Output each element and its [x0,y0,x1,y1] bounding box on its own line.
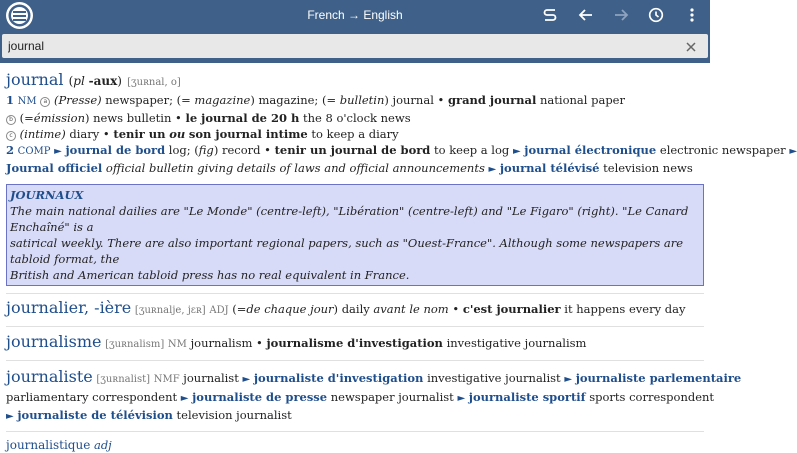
arrow-marker-icon: ► [180,393,189,404]
grammar-label: ADJ [209,305,229,316]
arrow-marker-icon: ► [512,146,521,157]
subsense-marker: b [6,115,16,125]
compound-link[interactable]: journal électronique [524,143,657,157]
entry-journalistique[interactable] [6,432,704,453]
history-clock-icon[interactable] [645,4,667,26]
arrow-marker-icon: ► [457,393,466,404]
entry-journal [6,63,797,294]
phonetic: [ʒuʀnalist] [96,374,151,385]
compound-link[interactable]: journaliste de presse [192,390,328,404]
grammar-label: adj [93,438,112,452]
grammar-label: NMF [153,374,180,385]
back-arrow-icon[interactable] [575,4,597,26]
compound-link[interactable]: journaliste sportif [468,390,586,404]
headword: journalisme [6,332,102,351]
grammar-label: NM [17,96,37,107]
compound-link[interactable]: journal télévisé [499,161,600,175]
dictionary-results [0,63,797,453]
phonetic: [ʒuʀnal, o] [127,77,181,88]
arrow-marker-icon: ► [564,374,573,385]
headword: journalier, -ière [6,298,132,317]
headword: journalistique [6,438,91,452]
clear-icon[interactable] [684,39,698,53]
compound-link[interactable]: journaliste de télévision [17,408,173,422]
sense-1c: c (intime) diary • tenir un ou son journal intime to keep a diary [6,126,704,142]
language-direction-title: French → English [307,8,403,22]
search-bar [0,31,710,63]
compound-link[interactable]: journal de bord [65,143,166,157]
sense-number: 1 [6,93,15,107]
more-vertical-icon[interactable] [681,4,703,26]
entry-journaliste: journaliste [ʒuʀnalist] NMF journalist ► journaliste d'investigation investigative journalist ► journaliste parlementaire parliamentary correspondent ► journaliste de presse newspaper journalist ► journaliste sportif sports correspondent ► journaliste de télévision television journalist [6,361,704,432]
note-line: The main national dailies are "Le Monde" (centre-left), "Libération" (centre-left) and "Le Figaro" (right). "Le Canard Enchaîné" is a [10,204,689,234]
sense-number: 2 [6,143,15,157]
note-line: satirical weekly. There are also important regional papers, such as "Ouest-France". Although some newspapers are tabloid format, the [10,236,684,266]
arrow-marker-icon: ► [6,411,14,422]
sense-1a: 1 NM a (Presse) newspaper; (= magazine) magazine; (= bulletin) journal • grand journal national paper [6,93,625,107]
note-line: British and American tabloid press has no real equivalent in France. [10,268,410,282]
entry-journalisme: journalisme [ʒuʀnalism] NM journalism • journalisme d'investigation investigative journalism [6,327,704,361]
subsense-marker: c [6,131,16,141]
grammar-label: COMP [17,146,51,157]
arrow-marker-icon: ► [54,146,62,157]
app-logo-icon[interactable] [6,2,33,29]
culture-note [6,184,704,286]
note-title: JOURNAUX [10,188,84,202]
arrow-marker-icon: ► [789,146,797,157]
sense-2: 2 COMP ► journal de bord log; (fig) record • tenir un journal de bord to keep a log ► journal électronique electronic newspaper ► [6,143,797,157]
search-input[interactable] [8,34,648,58]
headword: journaliste [6,367,93,386]
compound-link[interactable]: journaliste d'investigation [253,371,424,385]
plural-note: (pl -aux) [68,74,122,88]
arrow-marker-icon: ► [488,164,497,175]
app-toolbar [0,0,710,31]
forward-arrow-icon[interactable] [610,4,632,26]
phonetic: [ʒuʀnalje, jɛʀ] [134,305,206,316]
swap-language-icon[interactable] [539,4,561,26]
subsense-marker: a [40,97,50,107]
sense-1b: b (=émission) news bulletin • le journal de 20 h the 8 o'clock news [6,110,704,126]
phonetic: [ʒuʀnalism] [105,339,165,350]
search-box [2,34,708,58]
grammar-label: NM [167,339,187,350]
headword: journal [6,70,64,89]
arrow-marker-icon: ► [242,374,251,385]
sense-2-continued: Journal officiel official bulletin giving details of laws and official announcements ► journal télévisé television news [6,161,693,175]
compound-link[interactable]: journaliste parlementaire [575,371,742,385]
entry-journalier: journalier, -ière [ʒuʀnalje, jɛʀ] ADJ (=de chaque jour) daily avant le nom • c'est journalier it happens every day [6,294,704,327]
compound-link[interactable]: Journal officiel [6,161,103,175]
